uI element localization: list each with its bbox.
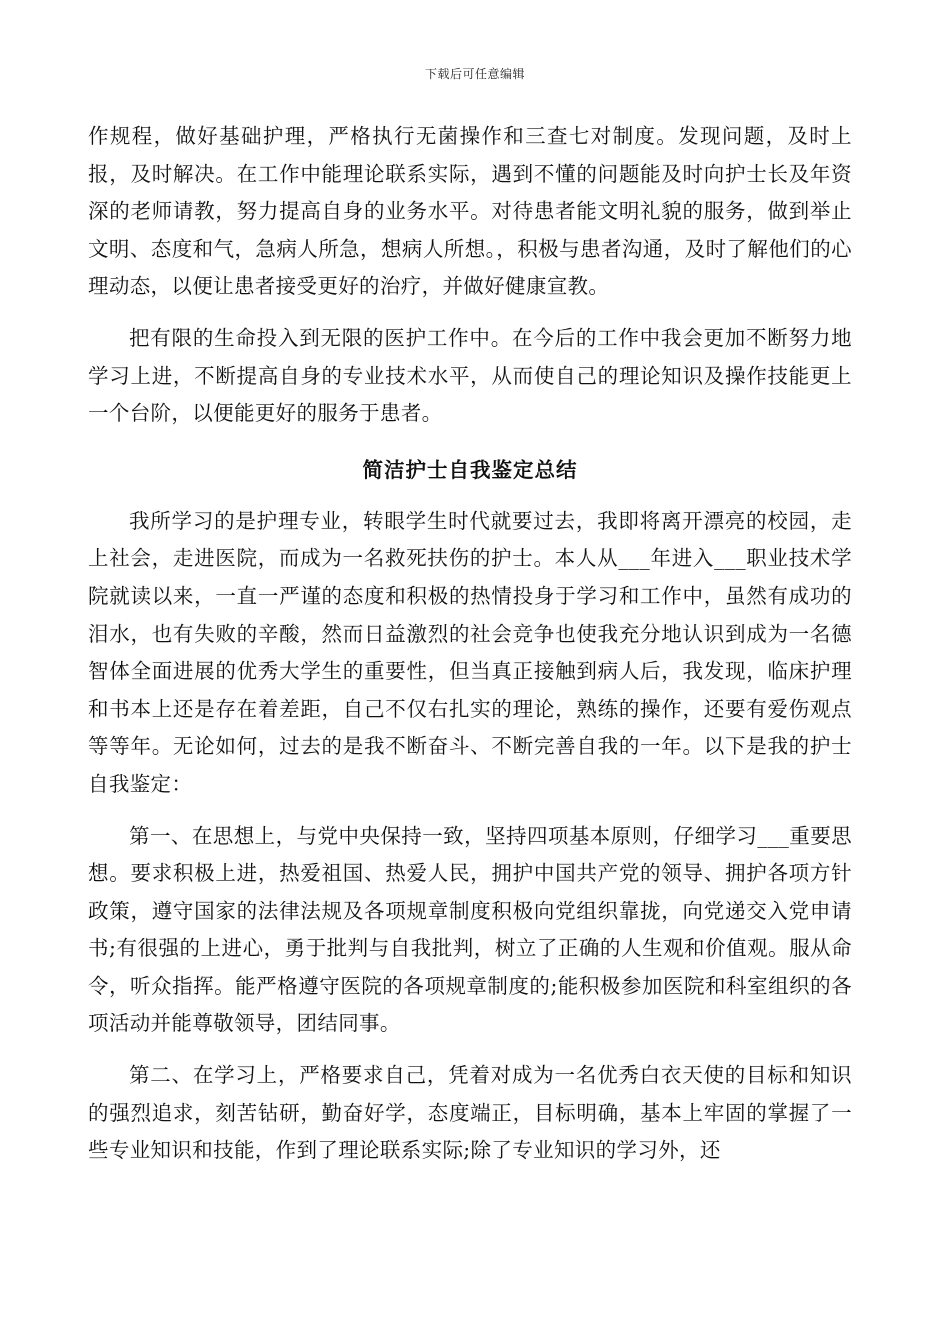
header-note: 下载后可任意编辑 [424,67,525,81]
paragraph-continued: 作规程，做好基础护理，严格执行无菌操作和三查七对制度。发现问题，及时上报，及时解决。在工作中能理论联系实际，遇到不懂的问题能及时向护士长及年资深的老师请教，努力提高自身的业务水平。对待患者能文明礼貌的服务，做到举止文明、态度和气，急病人所急，想病人所想。，积极与患者沟通，及时了解他们的心理动态，以便让患者接受更好的治疗，并做好健康宣教。 [88,124,852,299]
paragraph-study: 第二、在学习上，严格要求自己，凭着对成为一名优秀白衣天使的目标和知识的强烈追求，刻苦钻研，勤奋好学，态度端正，目标明确，基本上牢固的掌握了一些专业知识和技能，作到了理论联系实际;除了专业知识的学习外，还 [88,1063,852,1163]
document-body [88,118,852,1170]
section-title: 简洁护士自我鉴定总结 [362,457,578,482]
paragraph-intro: 我所学习的是护理专业，转眼学生时代就要过去，我即将离开漂亮的校园，走上社会，走进医院，而成为一名救死扶伤的护士。本人从___年进入___职业技术学院就读以来，一直一严谨的态度和积极的热情投身于学习和工作中，虽然有成功的泪水，也有失败的辛酸，然而日益激烈的社会竞争也使我充分地认识到成为一名德智体全面进展的优秀大学生的重要性，但当真正接触到病人后，我发现，临床护理和书本上还是存在着差距，自己不仅右扎实的理论，熟练的操作，还要有爱伤观点等等年。无论如何，过去的是我不断奋斗、不断完善自我的一年。以下是我的护士自我鉴定： [88,508,852,796]
paragraph-conclusion: 把有限的生命投入到无限的医护工作中。在今后的工作中我会更加不断努力地学习上进，不断提高自身的专业技术水平，从而使自己的理论知识及操作技能更上一个台阶，以便能更好的服务于患者。 [88,325,852,426]
paragraph-thought: 第一、在思想上，与党中央保持一致，坚持四项基本原则，仔细学习___重要思想。要求积极上进，热爱祖国、热爱人民，拥护中国共产党的领导、拥护各项方针政策，遵守国家的法律法规及各项规章制度积极向党组织靠拢，向党递交入党申请书;有很强的上进心，勇于批判与自我批判，树立了正确的人生观和价值观。服从命令，听众指挥。能严格遵守医院的各项规章制度的;能积极参加医院和科室组织的各项活动并能尊敬领导，团结同事。 [88,823,852,1036]
